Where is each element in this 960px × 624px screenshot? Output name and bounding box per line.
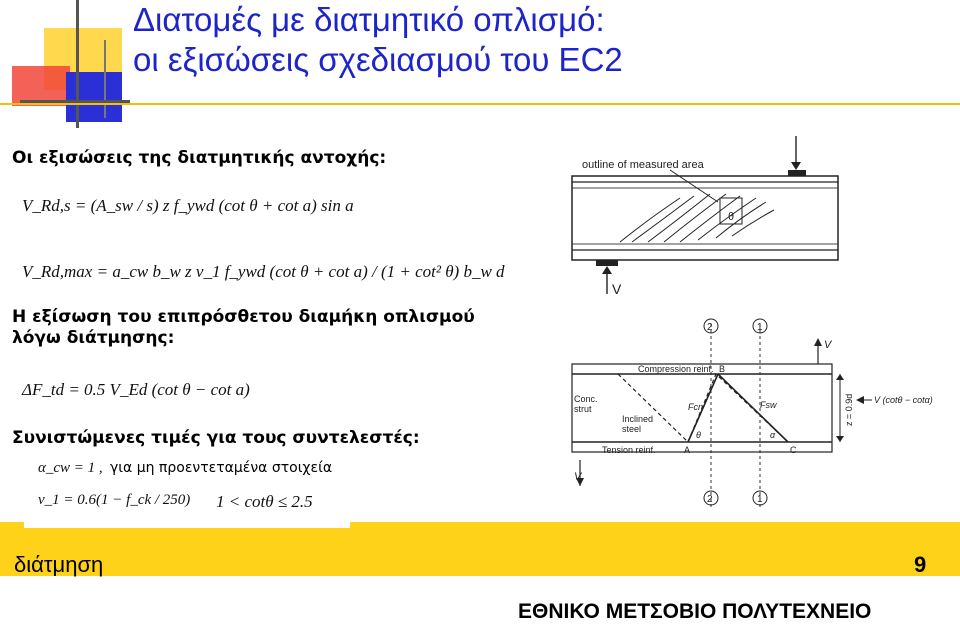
section-1-bottom: 1 — [757, 494, 763, 505]
label-point-a: A — [684, 445, 691, 455]
label-v-cot: V (cotθ − cotα) — [874, 395, 933, 405]
section-2-top: 2 — [707, 322, 713, 333]
label-fcn: Fcn — [688, 402, 704, 412]
section-heading-longitudinal-line2: λόγω διάτμησης: — [12, 328, 175, 348]
section-2-bottom: 2 — [707, 494, 713, 505]
label-v-support: V — [612, 281, 622, 297]
acw-note: για μη προεντεταμένα στοιχεία — [110, 460, 333, 476]
footer-bar — [0, 522, 960, 576]
equation-nu1: ν_1 = 0.6(1 − f_ck / 250) — [38, 492, 191, 508]
label-inclined: Inclined — [622, 414, 654, 424]
label-conc: Conc. — [574, 394, 598, 404]
label-fsw: Fsw — [760, 400, 777, 410]
title-line-2: οι εξισώσεις σχεδιασμού του EC2 — [133, 41, 623, 78]
label-theta-top: θ — [728, 211, 735, 223]
label-tension: Tension reinf. — [602, 445, 656, 455]
label-measured-area: outline of measured area — [582, 159, 704, 171]
label-v-top: V — [824, 339, 832, 351]
slide-title — [133, 0, 623, 80]
label-alpha: α — [770, 430, 776, 440]
label-theta-bottom: θ — [696, 430, 701, 440]
equation-acw: α_cw = 1 , — [38, 460, 103, 476]
decor-blue-square — [66, 72, 122, 122]
decor-vertical-line — [76, 0, 79, 128]
decor-vertical-line-2 — [104, 40, 106, 118]
section-heading-longitudinal-line1: Η εξίσωση του επιπρόσθετου διαμήκη οπλισμού — [12, 307, 475, 327]
label-point-c: C — [790, 445, 797, 455]
cracked-beam-diagram — [560, 118, 840, 302]
cot-range: 1 < cotθ ≤ 2.5 — [216, 492, 313, 511]
label-z: z = 0.9d — [844, 393, 854, 426]
label-v-bottom: V — [574, 471, 582, 483]
page-number: 9 — [914, 552, 927, 577]
label-steel: steel — [622, 424, 642, 434]
title-line-1: Διατομές με διατμητικό οπλισμό: — [133, 1, 605, 38]
truss-model-diagram — [568, 312, 948, 512]
equation-delta-ftd: ΔF_td = 0.5 V_Ed (cot θ − cot a) — [22, 380, 250, 399]
institution-name: ΕΘΝΙΚΟ ΜΕΤΣΟΒΙΟ ΠΟΛΥΤΕΧΝΕΙΟ — [518, 600, 872, 623]
label-strut: strut — [574, 404, 592, 414]
section-1-top: 1 — [757, 322, 763, 333]
footer-topic: διάτμηση — [14, 552, 104, 577]
equation-vrdmax: V_Rd,max = a_cw b_w z v_1 f_ywd (cot θ + cot a) / (1 + cot² θ) b_w d — [22, 262, 505, 281]
section-heading-coefficients: Συνιστώμενες τιμές για τους συντελεστές: — [12, 428, 420, 448]
label-point-b: B — [719, 364, 726, 374]
equation-vrds: V_Rd,s = (A_sw / s) z f_ywd (cot θ + cot a) sin a — [22, 196, 354, 215]
section-heading-shear-resistance: Οι εξισώσεις της διατμητικής αντοχής: — [12, 148, 387, 168]
footer-highlight — [24, 522, 350, 528]
title-divider — [0, 103, 960, 105]
label-compression: Compression reinf. — [638, 364, 714, 374]
